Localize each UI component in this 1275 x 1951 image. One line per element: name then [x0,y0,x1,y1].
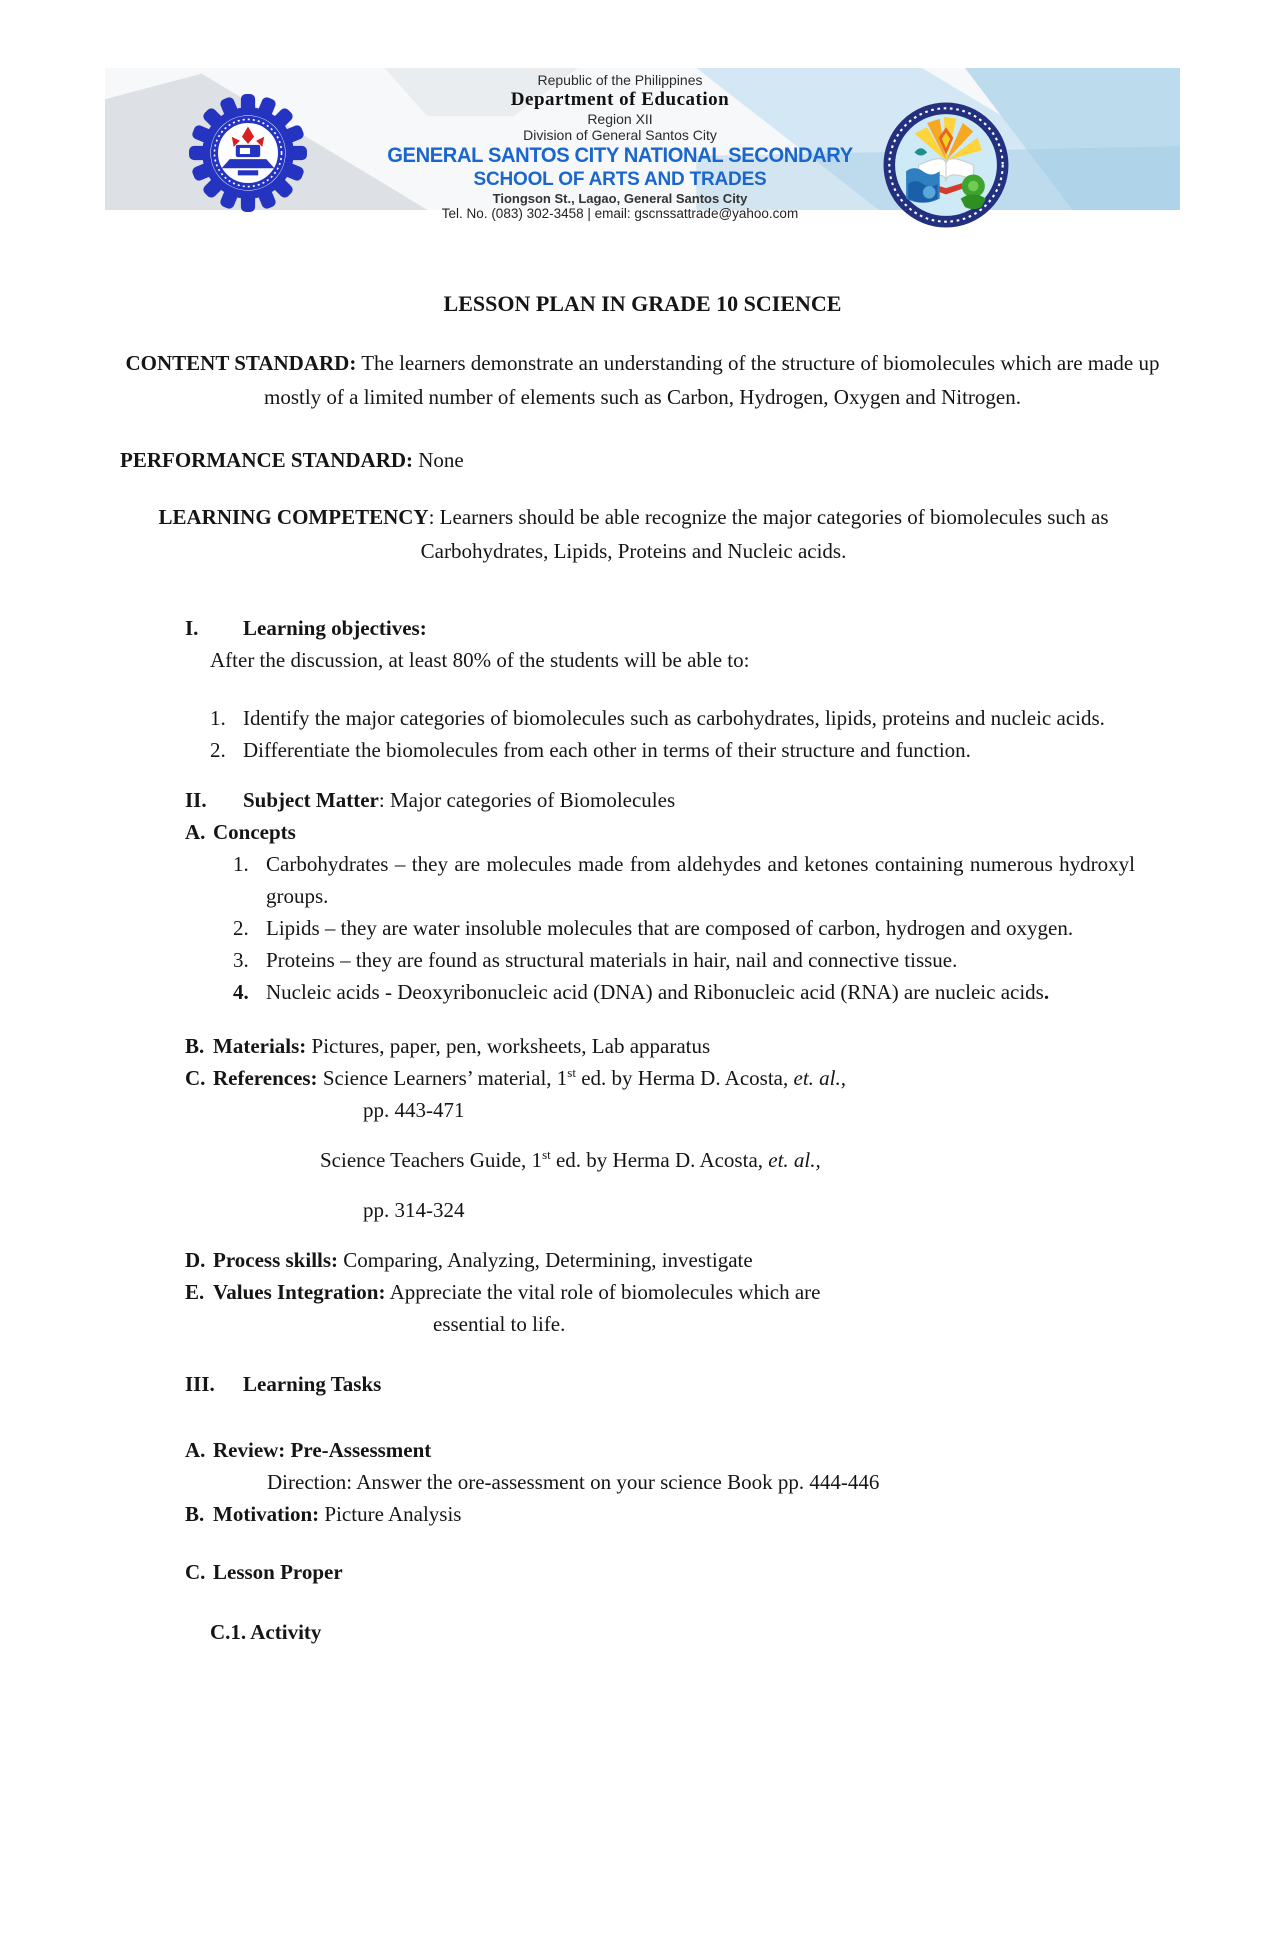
list-item [233,848,1135,912]
section-learning-objectives [185,612,1180,644]
et-al-italic: et. al., [768,1148,821,1172]
list-item [210,734,1135,766]
motivation-label: Motivation: [213,1502,320,1526]
item-number: 2. [233,916,249,940]
subsection-letter: A. [185,820,206,844]
subsection-lesson-proper [185,1556,1180,1588]
objectives-list [105,702,1180,766]
subsection-heading: Concepts [213,820,296,844]
list-item [233,944,1135,976]
content-standard-paragraph [105,346,1180,414]
department-of-education-line: Department of Education [510,88,730,110]
et-al-italic: et. al., [793,1066,846,1090]
school-name-line1: GENERAL SANTOS CITY NATIONAL SECONDARY [387,143,853,167]
item-number: 1. [210,706,226,730]
values-integration-text-2: essential to life. [433,1312,566,1336]
objectives-intro: After the discussion, at least 80% of the students will be able to: [210,648,750,672]
document-body [105,210,1180,1648]
subsection-letter: C. [185,1066,206,1090]
subsection-letter: E. [185,1280,205,1304]
process-skills-text: Comparing, Analyzing, Determining, investigate [338,1248,753,1272]
region-line: Region XII [587,110,653,127]
reference-pages: pp. 314-324 [363,1198,465,1222]
school-gear-seal-icon [187,92,309,214]
performance-standard-label: PERFORMANCE STANDARD: [120,448,414,472]
letterhead-text [320,72,920,222]
subsection-motivation [185,1498,1180,1530]
list-item [233,912,1135,944]
learning-competency-label: LEARNING COMPETENCY [158,505,429,529]
list-item [233,976,1135,1008]
values-integration-label: Values Integration: [213,1280,386,1304]
concepts-list [105,848,1180,1008]
subsection-references [185,1062,1180,1094]
list-item [210,702,1135,734]
section-heading-rest: : Major categories of Biomolecules [378,788,676,812]
school-name-line2: SCHOOL OF ARTS AND TRADES [473,168,767,190]
subsection-letter: B. [185,1034,205,1058]
subsection-letter: D. [185,1248,206,1272]
item-number: 3. [233,948,249,972]
performance-standard-text: None [413,448,464,472]
content-standard-text: The learners demonstrate an understanding of the structure of biomolecules which are made up mostly of a limited number of elements such as Carbon, Hydrogen, Oxygen and Nitrogen. [263,351,1160,409]
section-numeral: I. [185,616,199,640]
learning-competency-text: : Learners should be able recognize the major categories of biomolecules such as Carbohydrates, Lipids, Proteins and Nucleic acids. [420,505,1109,563]
section-learning-tasks [185,1368,1180,1400]
values-integration-text: Appreciate the vital role of biomolecules which are [385,1280,821,1304]
reference-text: Science Learners’ material, 1 [317,1066,568,1090]
learning-competency-paragraph [105,500,1180,568]
subsection-letter: B. [185,1502,205,1526]
subsection-values-integration [185,1276,1180,1308]
section-heading: Learning objectives: [243,616,427,640]
ordinal-superscript: st [567,1065,576,1080]
subsection-process-skills [185,1244,1180,1276]
reference-text: ed. by Herma D. Acosta, [575,1066,794,1090]
item-text: Identify the major categories of biomolecules such as carbohydrates, lipids, proteins and nucleic acids. [243,706,1105,730]
references-label: References: [213,1066,318,1090]
item-text: Proteins – they are found as structural materials in hair, nail and connective tissue. [266,948,958,972]
section-numeral: III. [185,1372,215,1396]
subsection-letter: C. [185,1560,206,1584]
item-number: 4. [233,980,249,1004]
process-skills-label: Process skills: [213,1248,339,1272]
bold-period: . [1043,980,1050,1004]
letterhead-banner [105,68,1180,222]
subsection-concepts [185,816,1180,848]
motivation-text: Picture Analysis [319,1502,462,1526]
item-number: 1. [233,852,249,876]
review-direction: Direction: Answer the ore-assessment on your science Book pp. 444-446 [267,1470,880,1494]
item-text: Nucleic acids - Deoxyribonucleic acid (DNA) and Ribonucleic acid (RNA) are nucleic acids. [266,980,1050,1004]
section-numeral: II. [185,788,207,812]
subsection-review [185,1434,1180,1466]
section-subject-matter [185,784,1180,816]
reference-guide-line: Science Teachers Guide, 1st ed. by Herma D. Acosta, et. al., [320,1147,821,1172]
subsection-letter: A. [185,1438,206,1462]
item-text: Differentiate the biomolecules from each other in terms of their structure and function. [243,738,971,762]
subsection-materials [185,1030,1180,1062]
performance-standard-paragraph [120,444,1180,476]
school-address: Tiongson St., Lagao, General Santos City [492,191,748,207]
review-label: Review: Pre-Assessment [213,1438,432,1462]
republic-line: Republic of the Philippines [537,72,703,88]
item-text: Carbohydrates – they are molecules made from aldehydes and ketones containing numerous hydroxyl groups. [266,852,1135,908]
content-standard-label: CONTENT STANDARD: [125,351,357,375]
division-line: Division of General Santos City [523,127,717,144]
reference-pages: pp. 443-471 [363,1098,465,1122]
ordinal-superscript: st [542,1147,551,1162]
materials-label: Materials: [213,1034,307,1058]
item-text: Lipids – they are water insoluble molecules that are composed of carbon, hydrogen and oxygen. [266,916,1074,940]
activity-heading: C.1. Activity [210,1620,322,1644]
lesson-proper-label: Lesson Proper [213,1560,343,1584]
section-heading: Learning Tasks [243,1372,382,1396]
item-number: 2. [210,738,226,762]
page-title: LESSON PLAN IN GRADE 10 SCIENCE [443,291,842,316]
section-heading: Subject Matter [243,788,379,812]
materials-text: Pictures, paper, pen, worksheets, Lab apparatus [306,1034,711,1058]
school-contact: Tel. No. (083) 302-3458 | email: gscnssattrade@yahoo.com [441,206,799,222]
